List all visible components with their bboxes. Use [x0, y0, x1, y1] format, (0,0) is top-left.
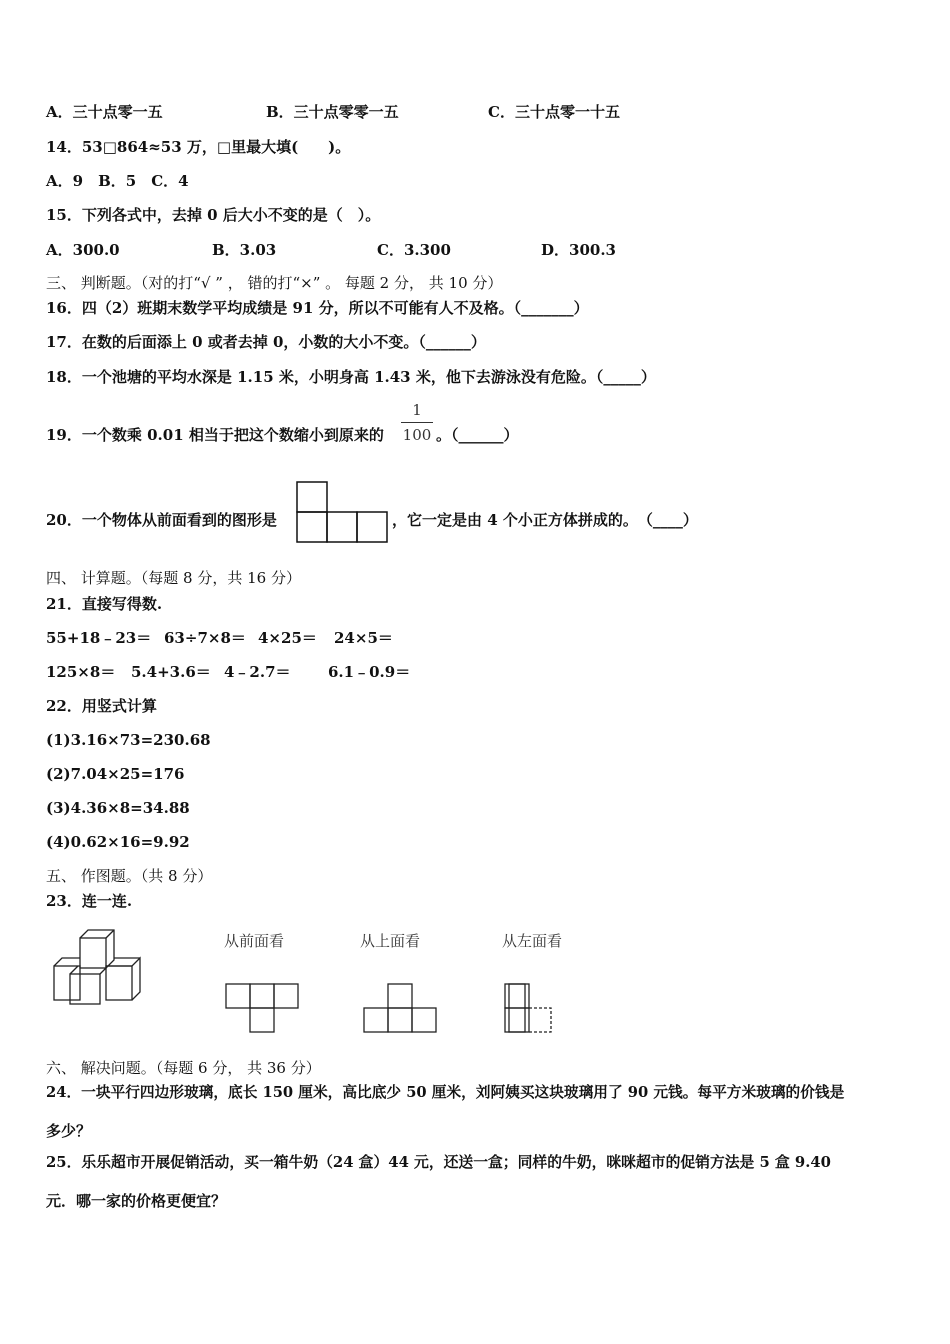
q22-item: (1)3.16×73=230.68: [46, 731, 211, 749]
q21-expr: 6.1﹣0.9＝: [328, 663, 411, 681]
q23-front-view-shape: [224, 982, 300, 1034]
q19-text: 19．一个数乘 0.01 相当于把这个数缩小到原来的: [46, 426, 384, 444]
section4-heading: 四、 计算题。（每题 8 分，共 16 分）: [46, 569, 301, 587]
q23-view-label-left: 从左面看: [502, 932, 563, 950]
q23-title: 23．连一连.: [46, 892, 133, 910]
q21-expr: 63÷7×8＝: [164, 629, 246, 647]
q15-option-d: D．300.3: [541, 241, 616, 259]
q21-expr: 24×5＝: [334, 629, 393, 647]
q22-item: (4)0.62×16=9.92: [46, 833, 190, 851]
section6-heading: 六、 解决问题。（每题 6 分， 共 36 分）: [46, 1059, 321, 1077]
q13-option-b: B．三十点零零一五: [266, 103, 399, 121]
q22-item: (2)7.04×25=176: [46, 765, 185, 783]
q14-options: A．9 B．5 C．4: [46, 172, 189, 190]
q19-fraction-bar: [401, 422, 433, 423]
q15-option-a: A．300.0: [46, 241, 120, 259]
q23-top-view-shape: [362, 982, 438, 1034]
q20-text-after: ，它一定是由 4 个小正方体拼成的。 （____）: [392, 511, 698, 529]
q18-text: 18．一个池塘的平均水深是 1.15 米，小明身高 1.43 米，他下去游泳没有危险。（_____）: [46, 368, 656, 386]
q24-line2: 多少？: [46, 1122, 92, 1140]
q21-expr: 55+18﹣23＝: [46, 629, 152, 647]
q13-option-c: C．三十点零一十五: [488, 103, 620, 121]
section5-heading: 五、 作图题。（共 8 分）: [46, 867, 213, 885]
q16-text: 16．四（2）班期末数学平均成绩是 91 分，所以不可能有人不及格。（_______）: [46, 299, 589, 317]
q25-line2: 元．哪一家的价格更便宜？: [46, 1192, 227, 1210]
q15-option-b: B．3.03: [212, 241, 277, 259]
q23-view-label-front: 从前面看: [224, 932, 285, 950]
q17-text: 17．在数的后面添上 0 或者去掉 0，小数的大小不变。（______）: [46, 333, 486, 351]
q21-expr: 4×25＝: [258, 629, 317, 647]
q21-expr: 5.4+3.6＝: [131, 663, 211, 681]
section3-heading: 三、 判断题。（对的打“√ ” ， 错的打“×” 。 每题 2 分， 共 10 分）: [46, 274, 503, 292]
q14-text: 14．53□864≈53 万，□里最大填( )。: [46, 138, 351, 156]
q23-view-label-top: 从上面看: [360, 932, 421, 950]
q13-option-a: A．三十点零一五: [46, 103, 163, 121]
q22-title: 22．用竖式计算: [46, 697, 157, 715]
q19-fraction-numerator: 1: [412, 401, 422, 419]
q15-text: 15．下列各式中，去掉 0 后大小不变的是（ ）。: [46, 206, 381, 224]
q23-left-view-shape: [503, 982, 555, 1034]
q15-option-c: C．3.300: [377, 241, 451, 259]
q25-line1: 25．乐乐超市开展促销活动，买一箱牛奶（24 盒）44 元，还送一盒；同样的牛奶，咪咪超市的促销方法是 5 盒 9.40: [46, 1154, 831, 1171]
q21-title: 21．直接写得数.: [46, 595, 163, 613]
q19-fraction-denominator: 100: [402, 426, 432, 444]
q24-line1: 24．一块平行四边形玻璃，底长 150 厘米，高比底少 50 厘米，刘阿姨买这块玻璃用了 90 元钱。每平方米玻璃的价钱是: [46, 1084, 845, 1101]
q19-answer-blank: 。（______）: [436, 426, 519, 444]
q22-item: (3)4.36×8=34.88: [46, 799, 190, 817]
q20-front-view-figure: [294, 480, 392, 546]
q23-cube-solid-figure: [46, 926, 150, 1006]
q21-expr: 4﹣2.7＝: [224, 663, 291, 681]
q21-expr: 125×8＝: [46, 663, 116, 681]
q20-text: 20．一个物体从前面看到的图形是: [46, 511, 277, 529]
